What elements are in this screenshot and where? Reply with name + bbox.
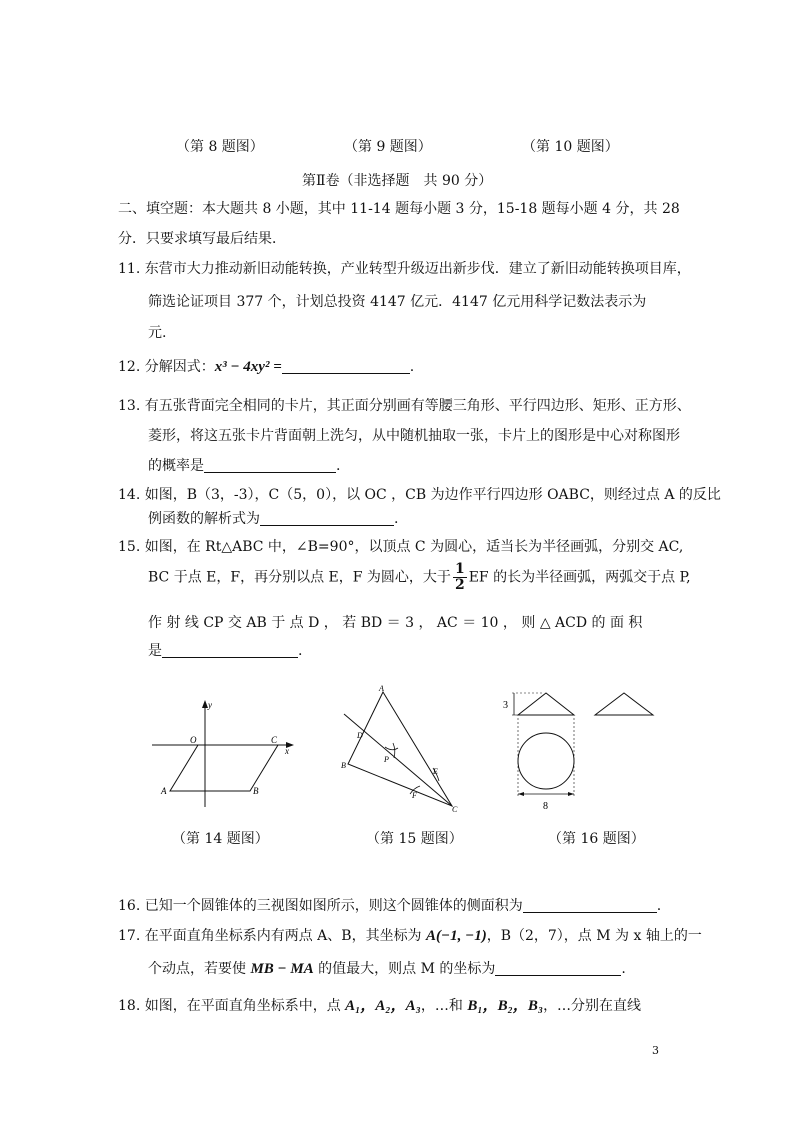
fig15-label-C: C <box>452 805 458 812</box>
q15-line1: 15. 如图，在 Rt△ABC 中，∠B=90°，以顶点 C 为圆心，适当长为半径画弧，分别交 AC, <box>118 539 684 555</box>
q16 <box>118 895 661 915</box>
q17-line1 <box>118 925 702 945</box>
fig14-label-C: C <box>271 735 278 745</box>
page-number: 3 <box>652 1044 659 1057</box>
q17-line2b: 的值最大，则点 M 的坐标为 <box>313 961 496 977</box>
fig15-triangle <box>348 692 452 806</box>
q13-line3-text: 的概率是 <box>148 458 204 474</box>
fig14-label-O: O <box>190 735 197 745</box>
fig14-diagram <box>152 700 294 807</box>
q15-answer-blank[interactable] <box>162 643 298 658</box>
q11-line3: 元. <box>148 325 167 341</box>
fig15-label-D: D <box>357 731 363 740</box>
caption-fig14: （第 14 题图） <box>172 831 269 847</box>
fig16-diagram <box>503 693 653 812</box>
q13-answer-blank[interactable] <box>204 458 336 473</box>
caption-fig8: （第 8 题图） <box>176 139 264 155</box>
q16-answer-blank[interactable] <box>523 898 657 913</box>
q17-line1b: ，B（2，7），点 M 为 x 轴上的一 <box>486 928 702 944</box>
q15-frac-den: 2 <box>454 577 465 593</box>
q15-line3: 作 射 线 CP 交 AB 于 点 D ， 若 BD ＝ 3 ， AC ＝ 10 ， 则 △ ACD 的 面 积 <box>148 615 643 631</box>
q16-suffix: . <box>656 898 662 914</box>
caption-fig10: （第 10 题图） <box>522 139 619 155</box>
q15-frac-num: 1 <box>454 561 465 577</box>
q14-line2 <box>148 508 398 528</box>
q12-answer-blank[interactable] <box>282 359 410 374</box>
section-intro-line2: 分．只要求填写最后结果． <box>118 231 286 247</box>
fig15-ray-CP <box>344 714 452 806</box>
q18-points-A: A₁，A₂，A₃ <box>345 998 421 1014</box>
caption-fig15: （第 15 题图） <box>366 831 463 847</box>
caption-fig16: （第 16 题图） <box>548 831 645 847</box>
q15-fraction <box>453 562 467 593</box>
q17-expression: MB − MA <box>250 961 314 977</box>
fig16-side-view <box>595 693 653 715</box>
q13-line2: 菱形，将这五张卡片背面朝上洗匀，从中随机抽取一张，卡片上的图形是中心对称图形 <box>148 428 680 444</box>
q15-suffix: . <box>298 643 303 659</box>
section-title: 第Ⅱ卷（非选择题 共 90 分） <box>302 173 493 189</box>
fig14-parallelogram <box>170 745 278 791</box>
fig16-width-arrow-left <box>518 792 524 796</box>
q17-answer-blank[interactable] <box>495 961 621 976</box>
q15-line2a: BC 于点 E，F，再分别以点 E，F 为圆心，大于 <box>148 569 451 586</box>
q17-point-A: A(−1, −1) <box>426 928 487 944</box>
q18-line1 <box>118 994 641 1015</box>
q13-suffix: . <box>336 458 341 474</box>
q11-line1: 11. 东营市大力推动新旧动能转换，产业转型升级迈出新步伐．建立了新旧动能转换项目库， <box>118 261 691 277</box>
q18-line1b: ，…和 <box>420 998 468 1014</box>
q15-line4 <box>148 640 302 660</box>
q18-points-B: B₁，B₂，B₃ <box>467 998 544 1014</box>
fig15-diagram <box>341 684 458 812</box>
q17-line2a: 个动点，若要使 <box>148 961 251 977</box>
q15-line2 <box>148 562 691 593</box>
fig14-label-A: A <box>161 786 167 796</box>
fig16-front-view <box>518 693 574 715</box>
fig16-width-arrow-right <box>568 792 574 796</box>
section-intro-line1: 二、填空题：本大题共 8 小题，其中 11-14 题每小题 3 分，15-18 题每小题 4 分，共 28 <box>118 201 680 217</box>
q11-line2: 筛选论证项目 377 个，计划总投资 4147 亿元．4147 亿元用科学记数法表示为 <box>148 294 647 310</box>
q14-line2-text: 例函数的解析式为 <box>148 511 260 527</box>
q17-line1a: 17. 在平面直角坐标系内有两点 A、B，其坐标为 <box>118 928 427 944</box>
fig16-height-label: 3 <box>503 700 508 711</box>
q12-suffix: . <box>409 359 415 375</box>
fig15-label-F: F <box>412 791 417 800</box>
fig15-label-E: E <box>433 767 438 776</box>
q12-prefix: 12. 分解因式： <box>118 359 215 375</box>
figures-row <box>140 682 680 812</box>
q17-line2 <box>148 958 626 978</box>
q18-line1a: 18. 如图，在平面直角坐标系中，点 <box>118 998 346 1014</box>
fig14-label-y: y <box>208 700 212 710</box>
q13-line3 <box>148 455 340 475</box>
fig15-label-P: P <box>384 755 389 764</box>
fig16-width-label: 8 <box>543 801 548 812</box>
fig14-label-x: x <box>285 746 289 756</box>
q17-suffix: . <box>621 961 626 977</box>
q15-line2b: EF 的长为半径画弧，两弧交于点 P, <box>468 569 691 586</box>
fig15-arc-P1 <box>385 747 398 750</box>
fig14-label-B: B <box>253 786 259 796</box>
fig16-top-view <box>518 733 574 789</box>
q14-suffix: . <box>394 511 399 527</box>
q12 <box>118 356 414 376</box>
q15-line4-text: 是 <box>148 643 162 659</box>
q14-line1: 14. 如图，B（3，-3），C（5，0），以 OC ，CB 为边作平行四边形 OABC，则经过点 A 的反比 <box>118 487 721 503</box>
fig15-label-A: A <box>379 684 384 693</box>
q13-line1: 13. 有五张背面完全相同的卡片，其正面分别画有等腰三角形、平行四边形、矩形、正方形、 <box>118 398 691 414</box>
q14-answer-blank[interactable] <box>260 511 394 526</box>
q12-expression: x³ − 4xy² = <box>214 359 282 375</box>
q16-text: 16. 已知一个圆锥体的三视图如图所示，则这个圆锥体的侧面积为 <box>118 898 523 914</box>
caption-fig9: （第 9 题图） <box>344 139 432 155</box>
q18-line1c: ，…分别在直线 <box>543 998 642 1014</box>
fig15-label-B: B <box>341 761 346 770</box>
